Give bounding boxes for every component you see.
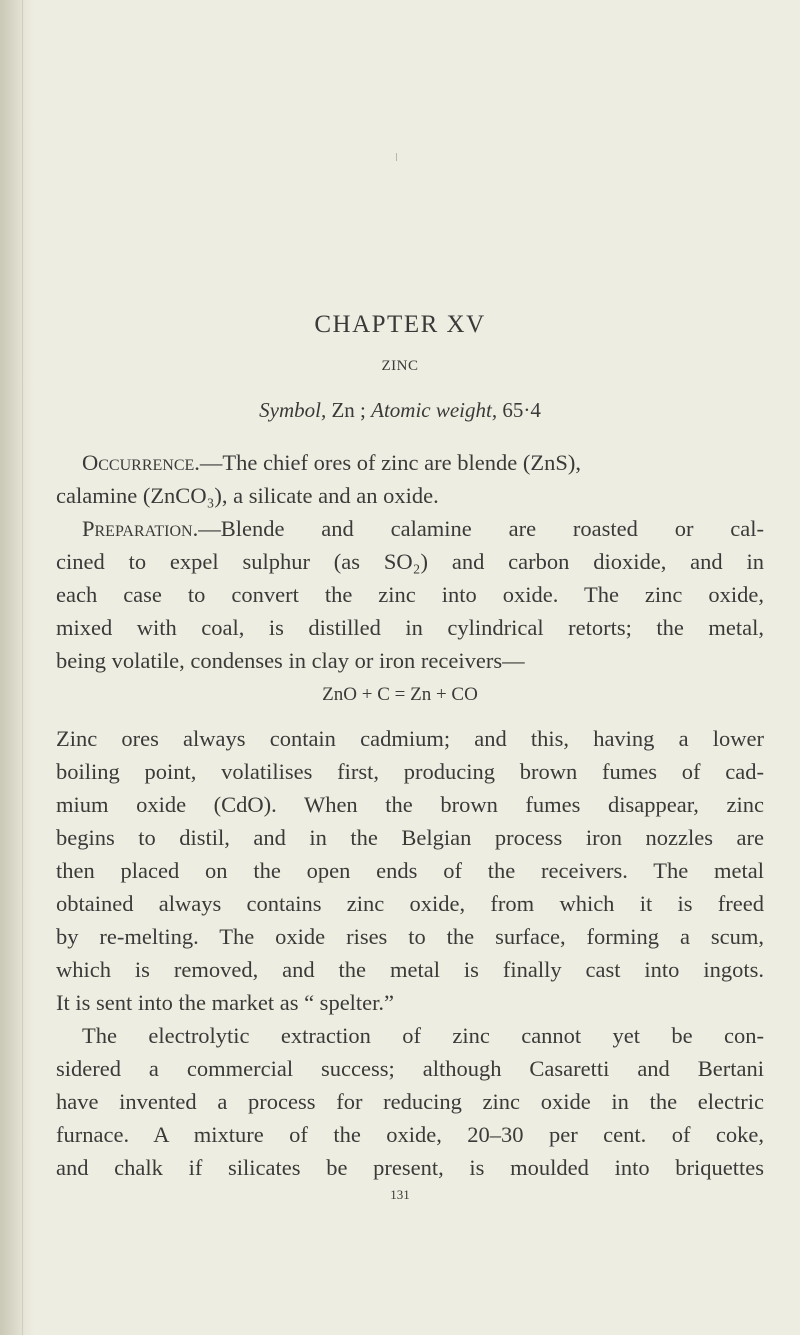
body-line-2: boiling point, volatilises first, producing brown fumes of cad-	[56, 759, 764, 784]
body-line-12: have invented a process for reducing zinc oxide in the electric	[56, 1089, 764, 1114]
body-line-13: furnace. A mixture of the oxide, 20–30 per cent. of coke,	[56, 1122, 764, 1147]
preparation-line-4: mixed with coal, is distilled in cylindrical retorts; the metal,	[56, 615, 764, 640]
body-line-14: and chalk if silicates be present, is moulded into briquettes	[56, 1155, 764, 1180]
symbol-label: Symbol,	[259, 398, 327, 422]
symbol-value: Zn ;	[331, 398, 366, 422]
occurrence-line-2: calamine (ZnCO₃), a silicate and an oxide.	[56, 483, 439, 508]
atomic-weight-value: 65·4	[502, 398, 541, 422]
occurrence-text: —The chief ores of zinc are blende (ZnS),	[199, 450, 581, 475]
body-line-4: begins to distil, and in the Belgian process iron nozzles are	[56, 825, 764, 850]
body-line-9: It is sent into the market as “ spelter.”	[56, 990, 395, 1015]
page-gutter-shadow	[0, 0, 34, 1335]
occurrence-label: Occurrence.	[82, 450, 200, 475]
page-number: 131	[390, 1187, 410, 1202]
body-line-7: by re-melting. The oxide rises to the surface, forming a scum,	[56, 924, 764, 949]
preparation-text: —Blende and calamine are roasted or cal-	[198, 516, 764, 541]
body-line-11: sidered a commercial success; although Casaretti and Bertani	[56, 1056, 764, 1081]
preparation-line-1	[82, 514, 764, 543]
body-line-5: then placed on the open ends of the receivers. The metal	[56, 858, 764, 883]
body-line-8: which is removed, and the metal is finally cast into ingots.	[56, 957, 764, 982]
preparation-line-2: cined to expel sulphur (as SO₂) and carbon dioxide, and in	[56, 549, 764, 574]
occurrence-line-1	[82, 448, 764, 477]
atomic-weight-label: Atomic weight,	[371, 398, 498, 422]
chapter-heading: CHAPTER XV	[314, 311, 486, 338]
body-line-6: obtained always contains zinc oxide, from which it is freed	[56, 891, 764, 916]
preparation-line-5: being volatile, condenses in clay or iron receivers—	[56, 648, 525, 673]
body-line-1: Zinc ores always contain cadmium; and this, having a lower	[56, 726, 764, 751]
stray-mark	[396, 153, 397, 161]
symbol-line	[0, 398, 800, 423]
preparation-line-3: each case to convert the zinc into oxide. The zinc oxide,	[56, 582, 764, 607]
preparation-label: Preparation.	[82, 516, 199, 541]
body-line-3: mium oxide (CdO). When the brown fumes disappear, zinc	[56, 792, 764, 817]
body-line-10: The electrolytic extraction of zinc cannot yet be con-	[82, 1023, 764, 1048]
subject-heading: ZINC	[381, 358, 419, 374]
binding-line	[22, 0, 23, 1335]
chemical-equation: ZnO + C = Zn + CO	[322, 684, 478, 705]
